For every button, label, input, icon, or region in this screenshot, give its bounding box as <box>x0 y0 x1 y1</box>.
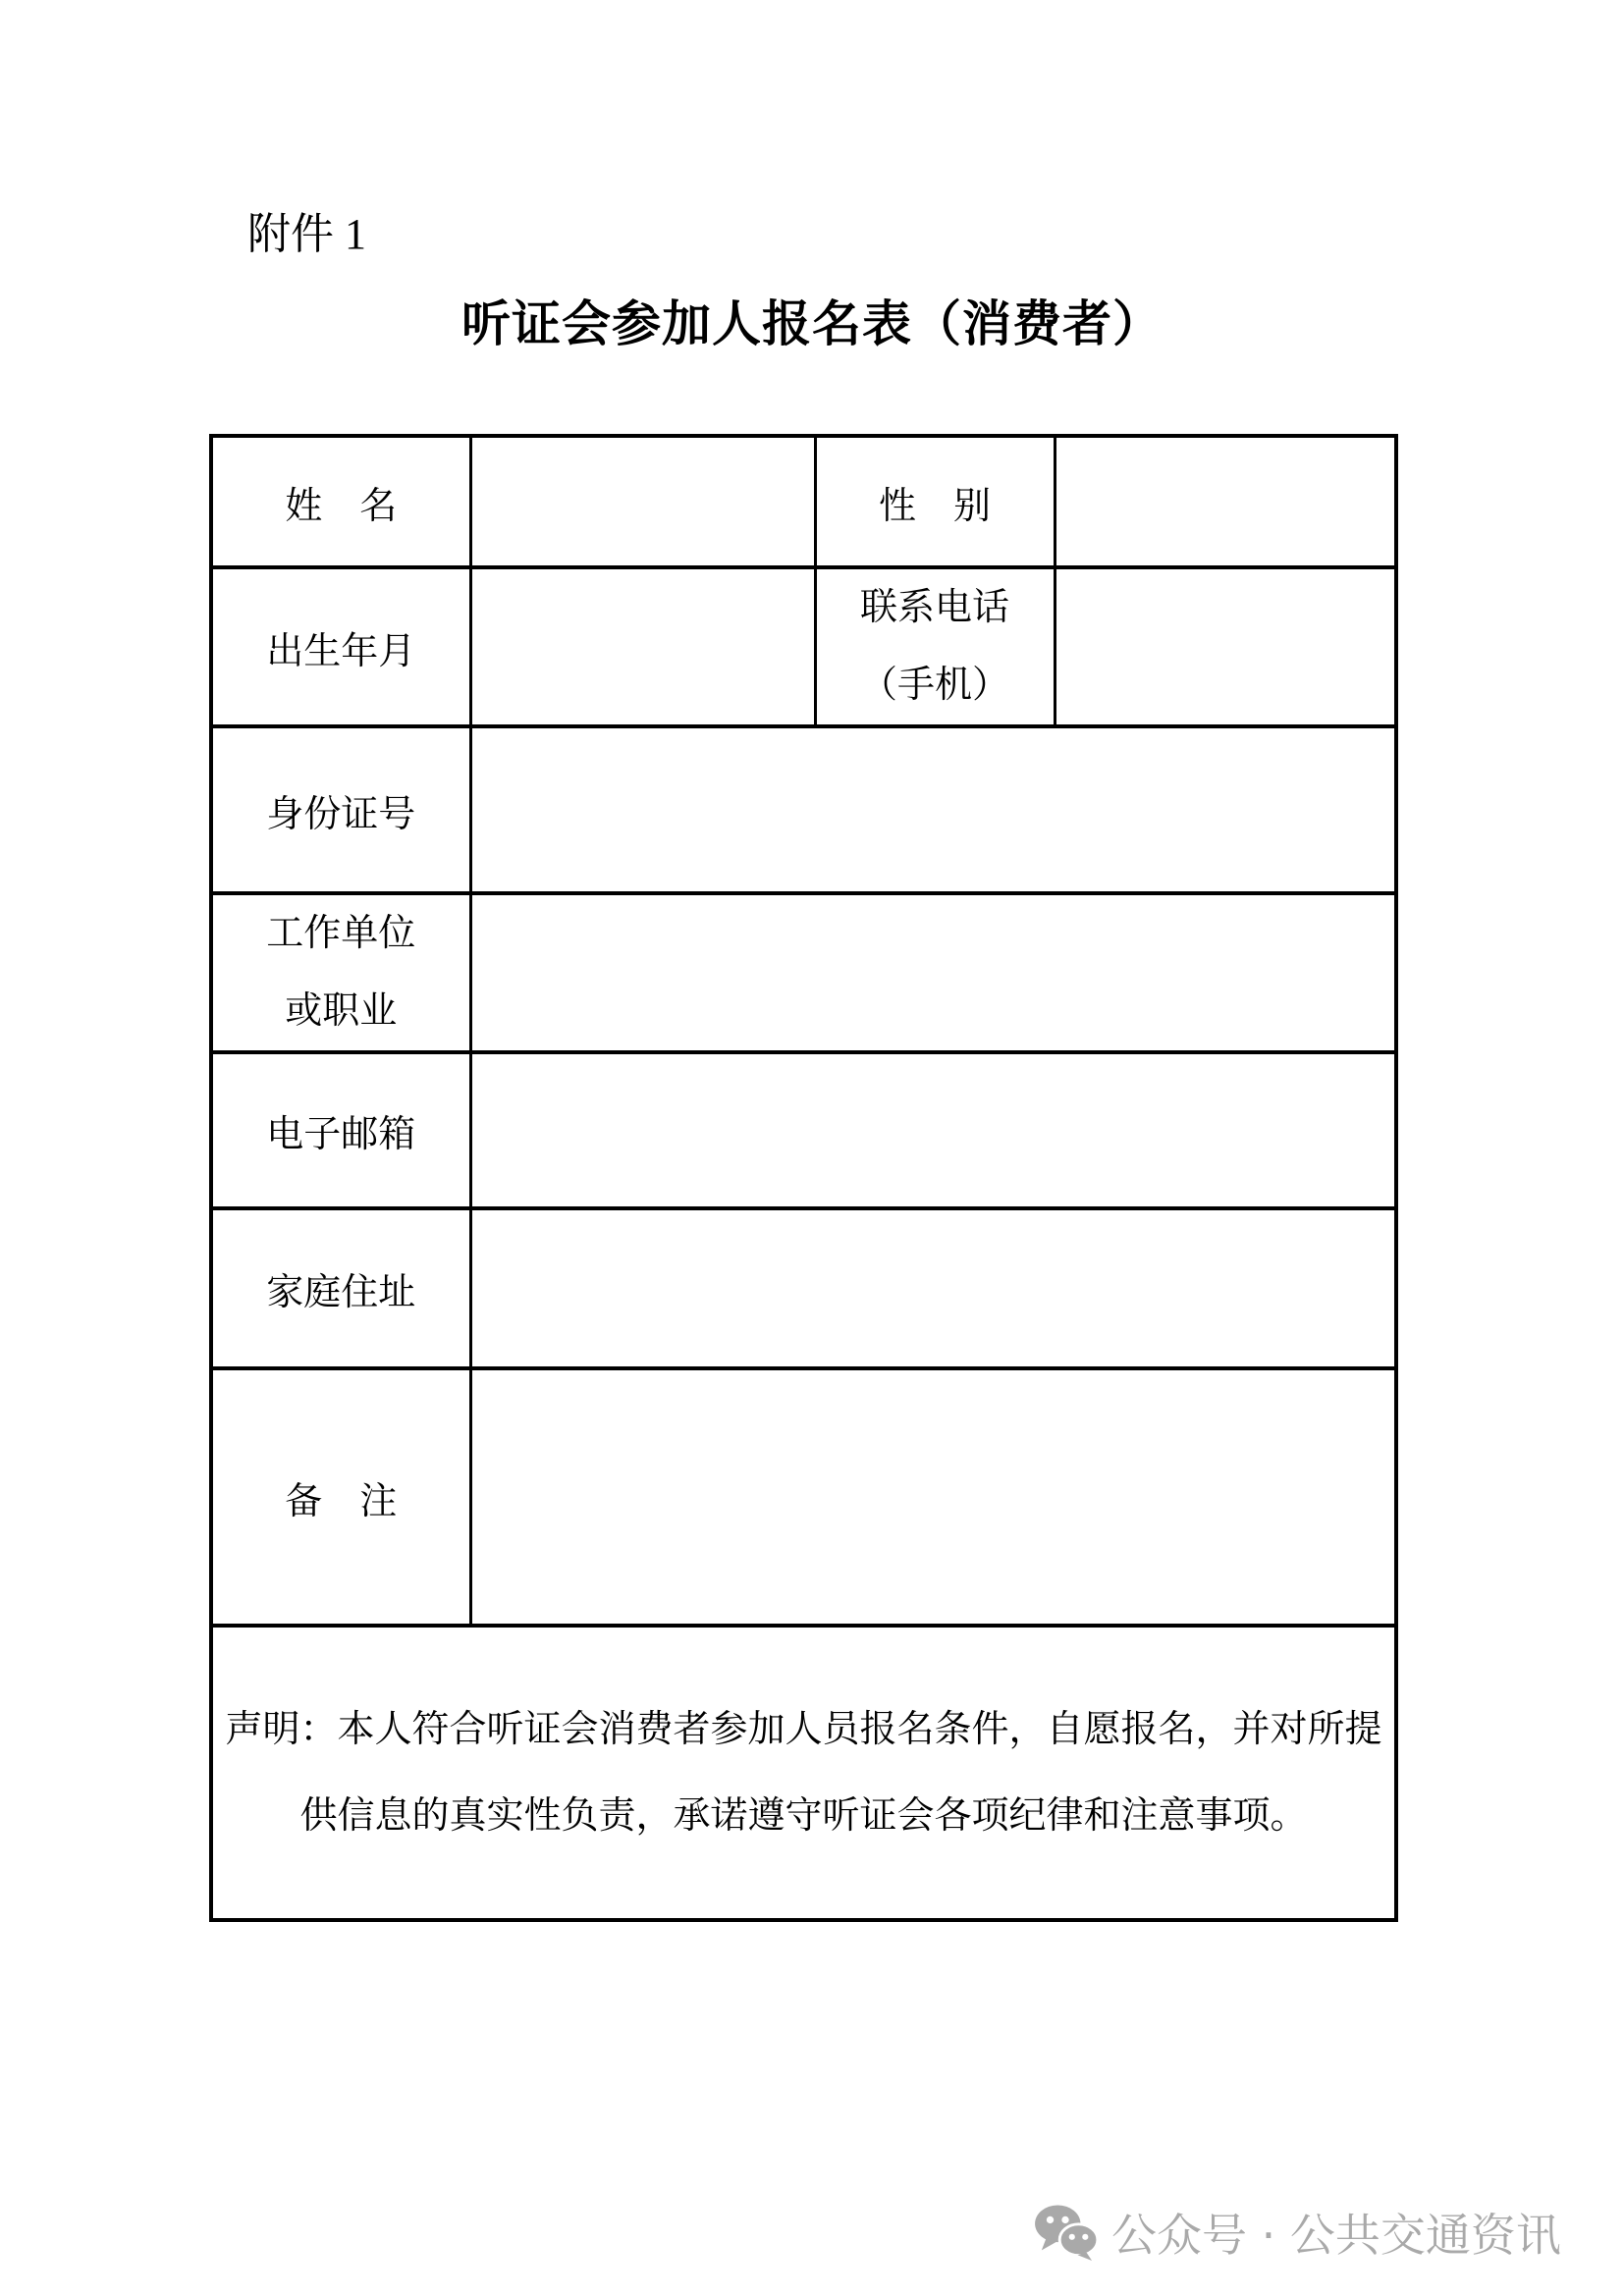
phone-label-line2: （手机） <box>859 665 1009 706</box>
table-row <box>211 1626 1396 1920</box>
work-unit-value-cell <box>470 893 1396 1052</box>
registration-form-table <box>209 434 1398 1922</box>
table-row <box>211 436 1396 567</box>
remarks-value-cell <box>470 1368 1396 1626</box>
table-row <box>211 1368 1396 1626</box>
table-row <box>211 1208 1396 1368</box>
page-title: 听证会参加人报名表（消费者） <box>461 296 1163 351</box>
watermark-text: 公众号 · 公共交通资讯 <box>1111 2209 1561 2262</box>
phone-label-line1: 联系电话 <box>859 587 1009 628</box>
phone-value-cell <box>1055 567 1396 726</box>
gender-label: 性 别 <box>815 436 1055 567</box>
birth-date-value-cell <box>470 567 815 726</box>
table-row <box>211 1052 1396 1208</box>
attachment-label: 附件 1 <box>247 210 366 258</box>
id-number-value-cell <box>470 726 1396 893</box>
name-value-cell <box>470 436 815 567</box>
work-unit-label <box>211 893 470 1052</box>
phone-label <box>815 567 1055 726</box>
wechat-icon <box>1033 2204 1098 2261</box>
table-row <box>211 567 1396 726</box>
gender-value-cell <box>1055 436 1396 567</box>
work-unit-label-line2: 或职业 <box>285 990 398 1032</box>
table-row <box>211 726 1396 893</box>
email-label: 电子邮箱 <box>211 1052 470 1208</box>
id-number-label: 身份证号 <box>211 726 470 893</box>
remarks-label: 备 注 <box>211 1368 470 1626</box>
home-address-value-cell <box>470 1208 1396 1368</box>
name-label: 姓 名 <box>211 436 470 567</box>
birth-date-label: 出生年月 <box>211 567 470 726</box>
work-unit-label-line1: 工作单位 <box>266 913 416 954</box>
watermark <box>1033 2201 1561 2264</box>
home-address-label: 家庭住址 <box>211 1208 470 1368</box>
declaration-cell: 声明：本人符合听证会消费者参加人员报名条件，自愿报名，并对所提供信息的真实性负责，承诺遵守听证会各项纪律和注意事项。 <box>211 1626 1396 1920</box>
email-value-cell <box>470 1052 1396 1208</box>
table-row <box>211 893 1396 1052</box>
